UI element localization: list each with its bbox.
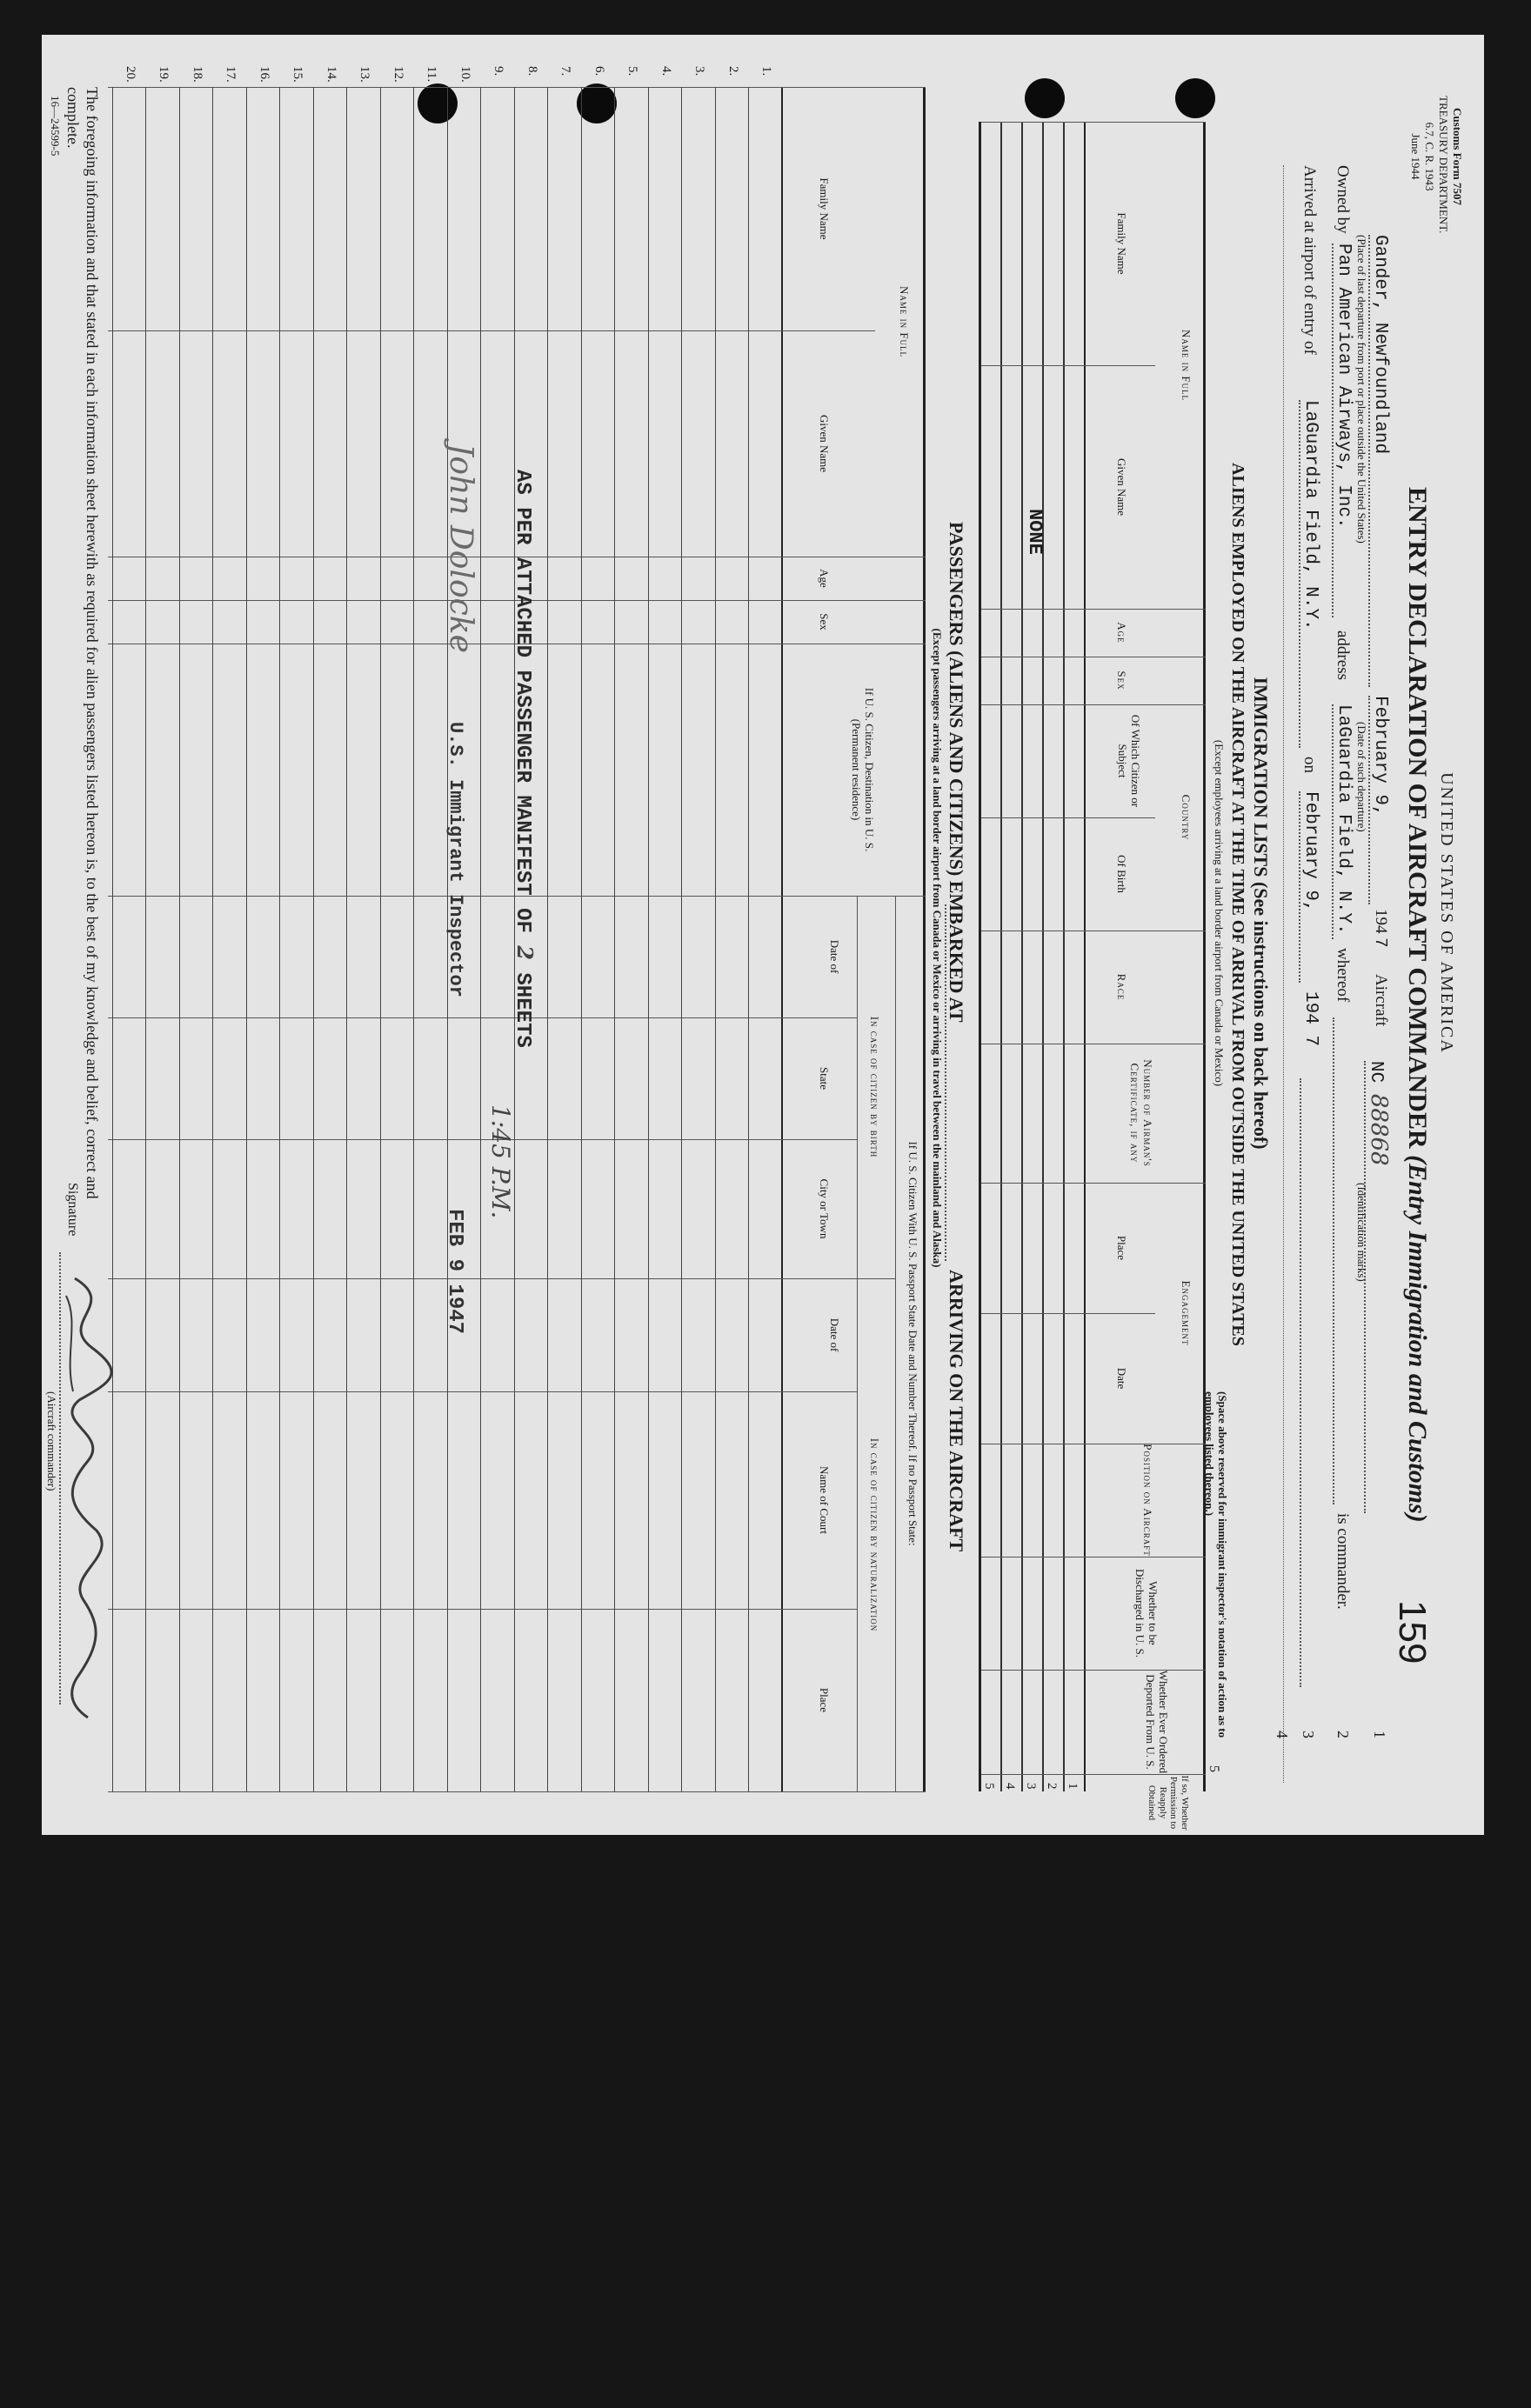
owned-by-label: Owned by [1334, 165, 1352, 234]
pax-court: Name of Court [818, 1466, 831, 1534]
departure-year: 194 7 [1371, 909, 1390, 948]
crew-row-no: 3 [1024, 1783, 1038, 1790]
crew-note: (Except employees arriving at a land border airport from Canada or Mexico) [1213, 739, 1226, 1087]
cfr: 6.7, C. R. 1943 [1423, 122, 1436, 191]
passenger-row-line [414, 87, 415, 1791]
line-no-4: 4 [1274, 1731, 1291, 1738]
passenger-row-number: 9. [491, 66, 506, 77]
pax-sex: Sex [818, 613, 831, 630]
rotated-form [42, 35, 1484, 1835]
passenger-row-number: 11. [425, 66, 439, 83]
passengers-title-end: ARRIVING ON THE AIRCRAFT [946, 1270, 967, 1552]
pax-passport-header: If U. S. Citizen With U. S. Passport State Date and Number Thereof. If no Passport State: [906, 1141, 919, 1546]
certification-text: The foregoing information and that stated in each information sheet herewith as required for alien passengers listed hereon is, to the best of my knowledge and belief, correct and [84, 87, 101, 1199]
owner-field: Pan American Airways, Inc. [1332, 243, 1354, 617]
passenger-row-number: 16. [257, 66, 271, 83]
passenger-row-number: 2. [726, 66, 740, 77]
passenger-row-number: 10. [458, 66, 472, 83]
crew-country: Country [1180, 794, 1193, 841]
crew-engagement: Engagement [1180, 1280, 1193, 1346]
passenger-row-number: 4. [659, 66, 673, 77]
passenger-row-line [313, 87, 314, 1791]
arrived-label: Arrived at airport of entry of [1300, 165, 1319, 355]
pax-nat-date-of: Date of [828, 1317, 841, 1352]
arrival-date-field: February 9, [1299, 791, 1320, 983]
form-title-main: ENTRY DECLARATION OF AIRCRAFT COMMANDER [1403, 487, 1432, 1149]
reserved-note: (Space above reserved for immigrant inspector's notation of action as to employees listed thereon.) [1203, 1391, 1229, 1738]
passenger-row-number: 1. [759, 66, 774, 77]
signature-caption: (Aircraft commander) [45, 1391, 58, 1491]
passenger-row-line [347, 87, 348, 1791]
crew-certificate: Number of Airman's Certificate, if any [1128, 1059, 1154, 1167]
pax-by-naturalization: In case of citizen by naturalization [868, 1437, 881, 1632]
on-label: on [1300, 757, 1319, 773]
passenger-row-line [581, 87, 582, 1791]
commander-field [1333, 1017, 1354, 1504]
inspector-title: U.S. Immigrant Inspector [445, 722, 466, 997]
pax-family-name: Family Name [818, 177, 831, 240]
pax-place: Place [818, 1687, 831, 1713]
crew-row-no: 1 [1066, 1783, 1080, 1790]
crew-race: Race [1115, 973, 1128, 1001]
pax-name-header: Name in Full [898, 285, 911, 358]
passenger-row-line [179, 87, 180, 1791]
aircraft-caption: (Identification marks) [1355, 1183, 1368, 1282]
pax-state: State [818, 1067, 831, 1090]
crew-row-no: 2 [1045, 1783, 1059, 1790]
passenger-row-number: 15. [291, 66, 305, 83]
passenger-row-number: 6. [592, 66, 606, 77]
passenger-row-line [749, 87, 750, 1791]
reserved-line-no: 5 [1207, 1765, 1221, 1772]
whereof-label: whereof [1334, 948, 1352, 1003]
pax-destination: If U. S. Citizen, Destination in U. S. (Permanent residence) [850, 687, 876, 852]
departure-date-field: February 9, [1368, 696, 1390, 904]
crew-date: Date [1115, 1367, 1128, 1390]
crew-subtitle: ALIENS EMPLOYED ON THE AIRCRAFT AT THE TIME OF ARRIVAL FROM OUTSIDE THE UNITED STATES [1228, 463, 1247, 1346]
passenger-row-line [213, 87, 214, 1791]
crew-sex: Sex [1115, 670, 1128, 690]
passenger-row-line [380, 87, 381, 1791]
pax-birth-date-of: Date of [828, 939, 841, 974]
stamp-time: 1:45 P.M. [486, 1104, 515, 1219]
crew-of-birth: Of Birth [1115, 855, 1128, 893]
passenger-row-line [246, 87, 247, 1791]
pax-city: City or Town [818, 1178, 831, 1239]
line-no-2: 2 [1334, 1731, 1352, 1738]
passenger-row-line [715, 87, 716, 1791]
passenger-row-number: 14. [324, 66, 338, 83]
line-no-1: 1 [1371, 1731, 1388, 1738]
form-title-italic: (Entry Immigration and Customs) [1403, 1155, 1432, 1523]
form-title [1402, 487, 1432, 1523]
address-label: address [1334, 630, 1352, 680]
arrival-blank-line [1300, 1078, 1320, 1687]
stamp-date: FEB 9 1947 [443, 1209, 466, 1335]
passenger-row-line [615, 87, 616, 1791]
passengers-note: (Except passengers arriving at a land border airport from Canada or Mexico or arriving in travel between the mainland and Alaska) [931, 628, 944, 1268]
commander-signature [49, 1270, 127, 1722]
crew-place: Place [1115, 1235, 1128, 1261]
pax-by-birth: In case of citizen by birth [868, 1016, 881, 1158]
passenger-row-line [682, 87, 683, 1791]
country-heading: UNITED STATES OF AMERICA [1437, 772, 1456, 1054]
crew-given-name: Given Name [1115, 457, 1128, 517]
passenger-row-line [648, 87, 649, 1791]
passenger-row-line [548, 87, 549, 1791]
certification-text-end: complete. [64, 87, 82, 149]
last-departure-caption: (Place of last departure from port or place outside the United States) [1355, 235, 1368, 544]
crew-family-name: Family Name [1115, 212, 1128, 275]
passenger-row-number: 3. [692, 66, 707, 77]
print-code: 16—24599-5 [49, 96, 62, 157]
pax-age: Age [818, 569, 831, 588]
passenger-row-line [280, 87, 281, 1791]
blank-line-4 [1283, 165, 1284, 1783]
passenger-row-line [481, 87, 482, 1791]
passenger-row-number: 12. [391, 66, 405, 83]
passenger-row-number: 7. [558, 66, 573, 77]
airport-field: LaGuardia Field, N.Y. [1299, 400, 1320, 748]
passenger-row-number: 20. [124, 66, 137, 83]
crew-name-header: Name in Full [1180, 329, 1193, 402]
inspector-signature: John Dolocke [443, 444, 478, 653]
passengers-title: PASSENGERS (ALIENS AND CITIZENS) EMBARKED AT [946, 522, 967, 1023]
passenger-row-number: 18. [191, 66, 204, 83]
signature-label: Signature [65, 1183, 80, 1237]
customs-form-number: Customs Form 7507 [1451, 108, 1464, 205]
crew-permission: If so, Whether Permission to Reapply Obtained [1147, 1775, 1190, 1831]
aircraft-label: Aircraft [1372, 974, 1390, 1027]
passenger-row-number: 13. [358, 66, 372, 83]
line-no-3: 3 [1300, 1731, 1317, 1738]
departure-date-caption: (Date of such departure) [1355, 722, 1368, 832]
crew-citizen-of: Of Which Citizen or Subject [1116, 714, 1142, 808]
arrival-year: 194 7 [1300, 991, 1320, 1047]
passenger-row-number: 19. [157, 66, 171, 83]
crew-deported: Whether Ever Ordered Deported From U. S. [1144, 1670, 1170, 1774]
crew-discharged: Whether to be Discharged in U. S. [1133, 1569, 1160, 1658]
crew-position: Position on Aircraft [1141, 1444, 1154, 1557]
passenger-row-number: 17. [224, 66, 238, 83]
crew-age: Age [1115, 622, 1128, 644]
serial-number: 159 [1391, 1600, 1434, 1664]
immigration-lists-title: IMMIGRATION LISTS (See instructions on back hereof) [1250, 677, 1272, 1150]
commander-label: is commander. [1334, 1513, 1352, 1610]
form-date: June 1944 [1409, 133, 1422, 180]
address-field: LaGuardia Field, N.Y. [1332, 704, 1354, 939]
aircraft-id-field: NC 88868 [1364, 1061, 1392, 1513]
passenger-row-number: 8. [525, 66, 539, 77]
crew-row-no: 5 [982, 1783, 996, 1790]
department: TREASURY DEPARTMENT. [1437, 96, 1450, 234]
document-sheet [42, 35, 1484, 1835]
embarked-at-field [945, 904, 967, 1261]
crew-row-no: 4 [1003, 1783, 1017, 1790]
passenger-row-number: 5. [625, 66, 640, 77]
pax-given-name: Given Name [818, 414, 831, 473]
manifest-stamp: AS PER ATTACHED PASSENGER MANIFEST OF 2 SHEETS [511, 470, 538, 1048]
passenger-row-line [146, 87, 147, 1791]
none-stamp: NONE [1024, 509, 1046, 555]
last-departure-field: Gander, Newfoundland [1368, 235, 1390, 687]
